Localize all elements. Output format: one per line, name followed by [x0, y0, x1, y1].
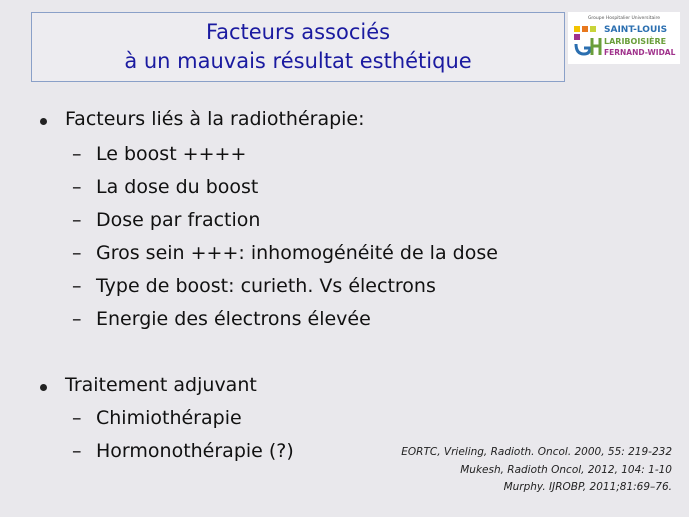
logo-top-text: Groupe Hospitalier Universitaire [587, 16, 661, 21]
title-line-1: Facteurs associés [205, 20, 391, 44]
logo-line-2: LARIBOISIÈRE [604, 37, 667, 46]
logo-mark-icon [572, 24, 602, 58]
dash: – [72, 308, 82, 330]
logo-line-1: SAINT-LOUIS [604, 25, 668, 35]
logo-line-3: FERNAND-WIDAL [604, 48, 676, 57]
bullet-dot-2 [40, 384, 47, 391]
hospital-logo [568, 12, 680, 64]
list-item: La dose du boost [96, 176, 259, 198]
list-item: Hormonothérapie (?) [96, 440, 294, 462]
reference-1: EORTC, Vrieling, Radioth. Oncol. 2000, 55: 219-232 [401, 446, 672, 458]
logo-text [604, 25, 675, 58]
section-heading-2: Traitement adjuvant [65, 374, 257, 396]
list-item: Chimiothérapie [96, 407, 242, 429]
dash: – [72, 440, 82, 462]
dash: – [72, 407, 82, 429]
list-item: Energie des électrons élevée [96, 308, 371, 330]
list-item: Type de boost: curieth. Vs électrons [96, 275, 436, 297]
list-item: Le boost ++++ [96, 143, 247, 165]
dash: – [72, 143, 82, 165]
reference-2: Mukesh, Radioth Oncol, 2012, 104: 1-10 [460, 464, 672, 476]
list-item: Gros sein +++: inhomogénéité de la dose [96, 242, 498, 264]
dash: – [72, 209, 82, 231]
title-line-2: à un mauvais résultat esthétique [124, 49, 472, 73]
reference-3: Murphy. IJROBP, 2011;81:69–76. [503, 481, 672, 493]
title-box [31, 12, 565, 82]
dash: – [72, 176, 82, 198]
section-heading-1: Facteurs liés à la radiothérapie: [65, 108, 365, 130]
dash: – [72, 242, 82, 264]
bullet-dot-1 [40, 118, 47, 125]
list-item: Dose par fraction [96, 209, 261, 231]
dash: – [72, 275, 82, 297]
